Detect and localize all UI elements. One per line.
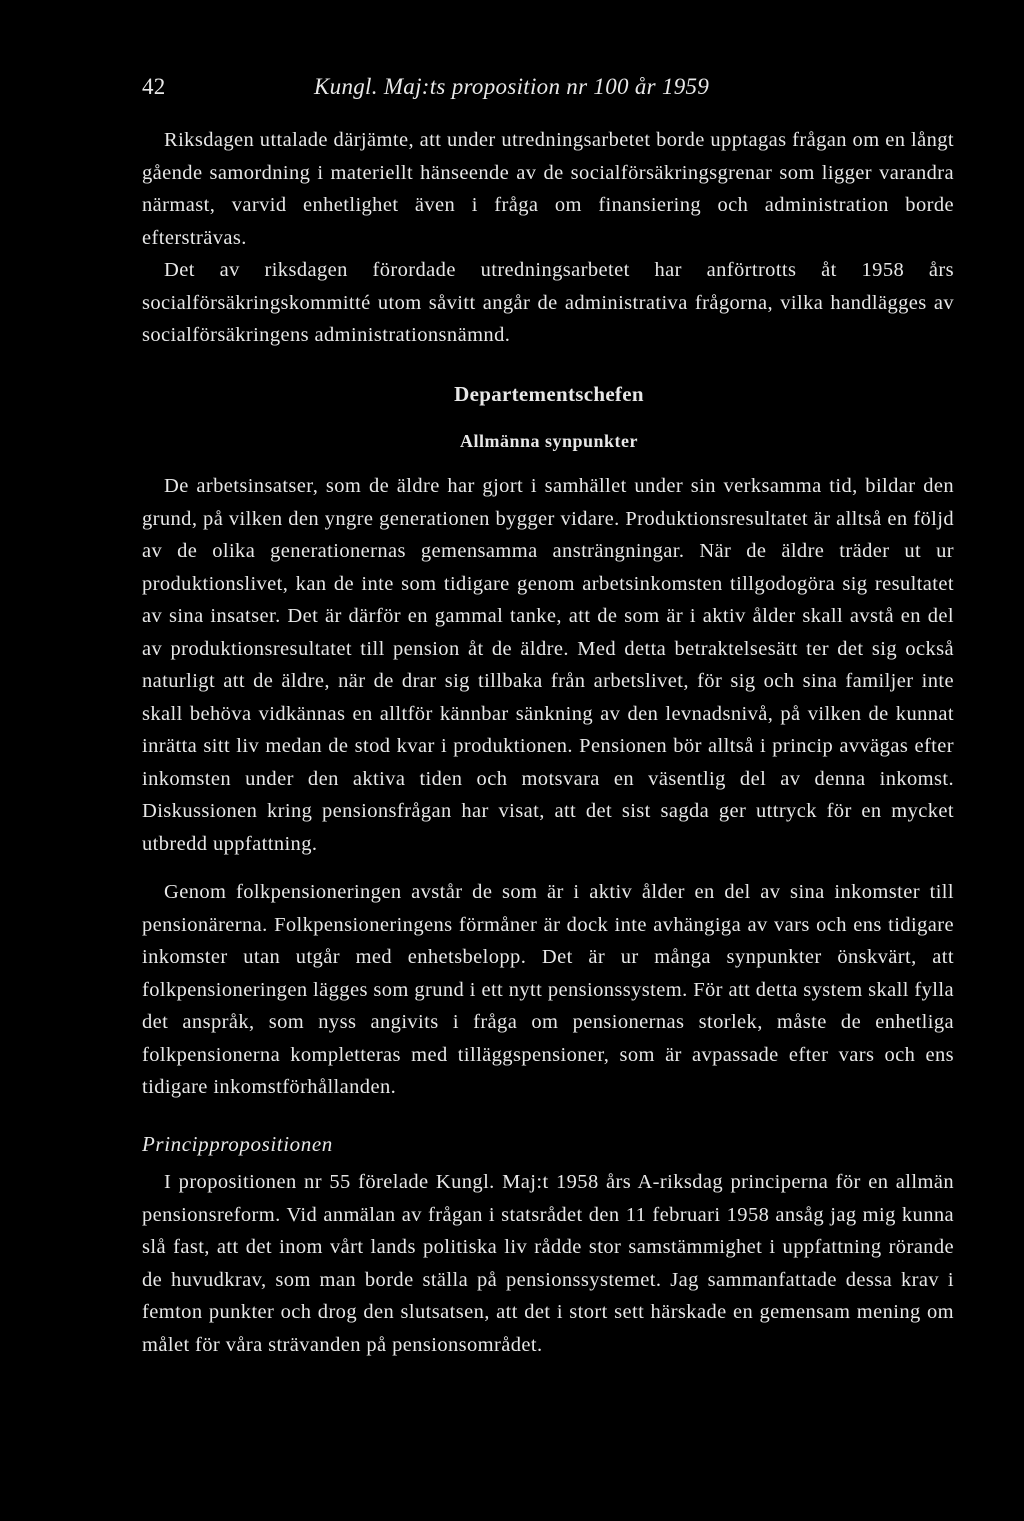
subsection-heading: Allmänna synpunkter [459,431,639,451]
paragraph: Genom folkpensioneringen avstår de som är i aktiv ålder en del av sina inkomster till pensionärerna. Folkpensioneringens förmåner är dock inte avhängiga av vars och ens tidigare inkomster utan utgår med enhetsbelopp. Det är ur många synpunkter önskvärt, att folkpensioneringen lägges som grund i ett nytt pensionssystem. För att detta system skall fylla det anspråk, som nyss angivits i fråga om pensionernas storlek, måste de enhetliga folkpensionerna kompletteras med tilläggspensioner, som är avpassade efter vars och ens tidigare inkomstförhållanden. [142,881,954,1098]
paragraph: Riksdagen uttalade därjämte, att under utredningsarbetet borde upptagas frågan om en långt gående samordning i materiellt hänseende av de socialförsäkringsgrenar som ligger varandra närmast, varvid enhetlighet även i fråga om finansiering och administration borde eftersträvas. [142,129,954,249]
paragraph-block-5 [142,1166,954,1361]
paragraph-block-3 [142,470,954,860]
page-number: 42 [142,74,166,99]
paragraph-block-4 [142,876,954,1104]
section-heading: Departementschefen [454,382,644,406]
italic-section-title: Princippropositionen [142,1132,333,1156]
paragraph-block-1 [142,124,954,254]
paragraph: Det av riksdagen förordade utredningsarbetet har anförtrotts åt 1958 års socialförsäkringskommitté utom såvitt angår de administrativa frågorna, vilka handlägges av socialförsäkringens administrationsnämnd. [142,259,954,346]
running-header [142,74,962,106]
running-title: Kungl. Maj:ts proposition nr 100 år 1959 [314,74,710,99]
paragraph: De arbetsinsatser, som de äldre har gjort i samhället under sin verksamma tid, bildar den grund, på vilken den yngre generationen bygger vidare. Produktionsresultatet är alltså en följd av de olika generationernas gemensamma ansträngningar. När de äldre träder ut ur produktionslivet, kan de inte som tidigare genom arbetsinkomsten tillgodogöra sig resultatet av sina insatser. Det är därför en gammal tanke, att de som är i aktiv ålder skall avstå en del av produktionsresultatet till pension åt de äldre. Med detta betraktelsesätt ter det sig också naturligt att de äldre, när de drar sig tillbaka från arbetslivet, för sig och sina familjer inte skall behöva vidkännas en alltför kännbar sänkning av den levnadsnivå, på vilken de kunnat inrätta sitt liv medan de stod kvar i produktionen. Pensionen bör alltså i princip avvägas efter inkomsten under den aktiva tiden och motsvara en väsentlig del av denna inkomst. Diskussionen kring pensionsfrågan har visat, att det sist sagda ger uttryck för en mycket utbredd uppfattning. [142,475,954,855]
paragraph-block-2 [142,254,954,352]
paragraph: I propositionen nr 55 förelade Kungl. Maj:t 1958 års A-riksdag principerna för en allmän pensionsreform. Vid anmälan av frågan i statsrådet den 11 februari 1958 ansåg jag mig kunna slå fast, att det inom vårt lands politiska liv rådde stor samstämmighet i uppfattning rörande de huvudkrav, som man borde ställa på pensionssystemet. Jag sammanfattade dessa krav i femton punkter och drog den slutsatsen, att det i stort sett härskade en gemensam mening om målet för våra strävanden på pensionsområdet. [142,1171,954,1356]
